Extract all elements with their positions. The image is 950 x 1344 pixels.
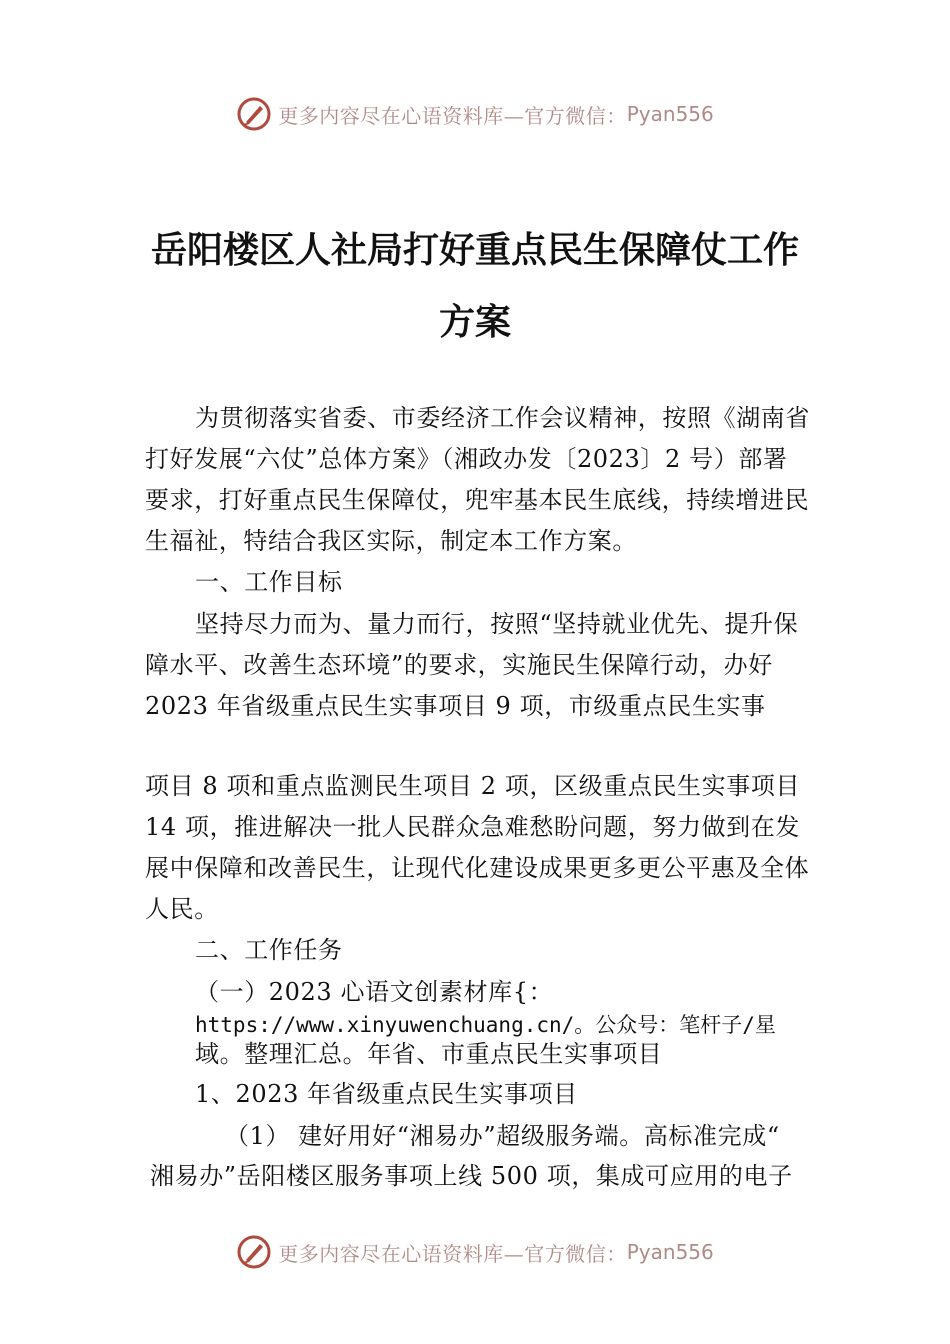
- watermark-wechat-id: Pyan556: [626, 1240, 714, 1264]
- intro-paragraph: 为贯彻落实省委、市委经济工作会议精神，按照《湖南省打好发展“六仗”总体方案》（湘政办发〔2023〕2 号）部署要求，打好重点民生保障仗，兜牢基本民生底线，持续增进民生福祉，特结合我区实际，制定本工作方案。: [145, 404, 810, 555]
- watermark-banner-top: [0, 92, 950, 136]
- subsection1-line3: 域。整理汇总。年省、市重点民生实事项目: [195, 1040, 663, 1068]
- item1-1-line1: （1） 建好用好“湘易办”超级服务端。高标准完成“: [225, 1122, 780, 1150]
- subsection1-line2: [195, 1008, 776, 1041]
- subsection1-line1: （一）2023 心语文创素材库{：: [195, 978, 554, 1006]
- quill-seal-logo-icon: [236, 1234, 272, 1270]
- goal-paragraph-part1: 坚持尽力而为、量力而行，按照“坚持就业优先、提升保障水平、改善生态环境”的要求，实施民生保障行动，办好 2023 年省级重点民生实事项目 9 项，市级重点民生实事: [145, 610, 799, 720]
- watermark-wechat-id: Pyan556: [626, 102, 714, 126]
- document-title-line2: 方案: [438, 302, 511, 343]
- goal-paragraph-part2: 项目 8 项和重点监测民生项目 2 项，区级重点民生实事项目 14 项，推进解决一批人民群众急难愁盼问题，努力做到在发展中保障和改善民生，让现代化建设成果更多更公平惠及全体人民。: [145, 772, 810, 923]
- watermark-banner-bottom: [0, 1230, 950, 1274]
- quill-seal-logo-icon: [236, 96, 272, 132]
- section2-heading: 二、工作任务: [195, 936, 343, 964]
- watermark-text: 更多内容尽在心语资料库—官方微信：: [278, 1241, 627, 1266]
- watermark-text: 更多内容尽在心语资料库—官方微信：: [278, 103, 627, 128]
- section1-heading: 一、工作目标: [195, 568, 343, 596]
- item1-heading: 1、2023 年省级重点民生实事项目: [195, 1080, 578, 1108]
- subsection1-url-text: https://www.xinyuwenchuang.cn/。公众号：笔杆子/星: [195, 1013, 776, 1037]
- document-title-line1: 岳阳楼区人社局打好重点民生保障仗工作: [150, 230, 799, 271]
- item1-1-line2: 湘易办”岳阳楼区服务事项上线 500 项，集成可应用的电子: [150, 1162, 793, 1190]
